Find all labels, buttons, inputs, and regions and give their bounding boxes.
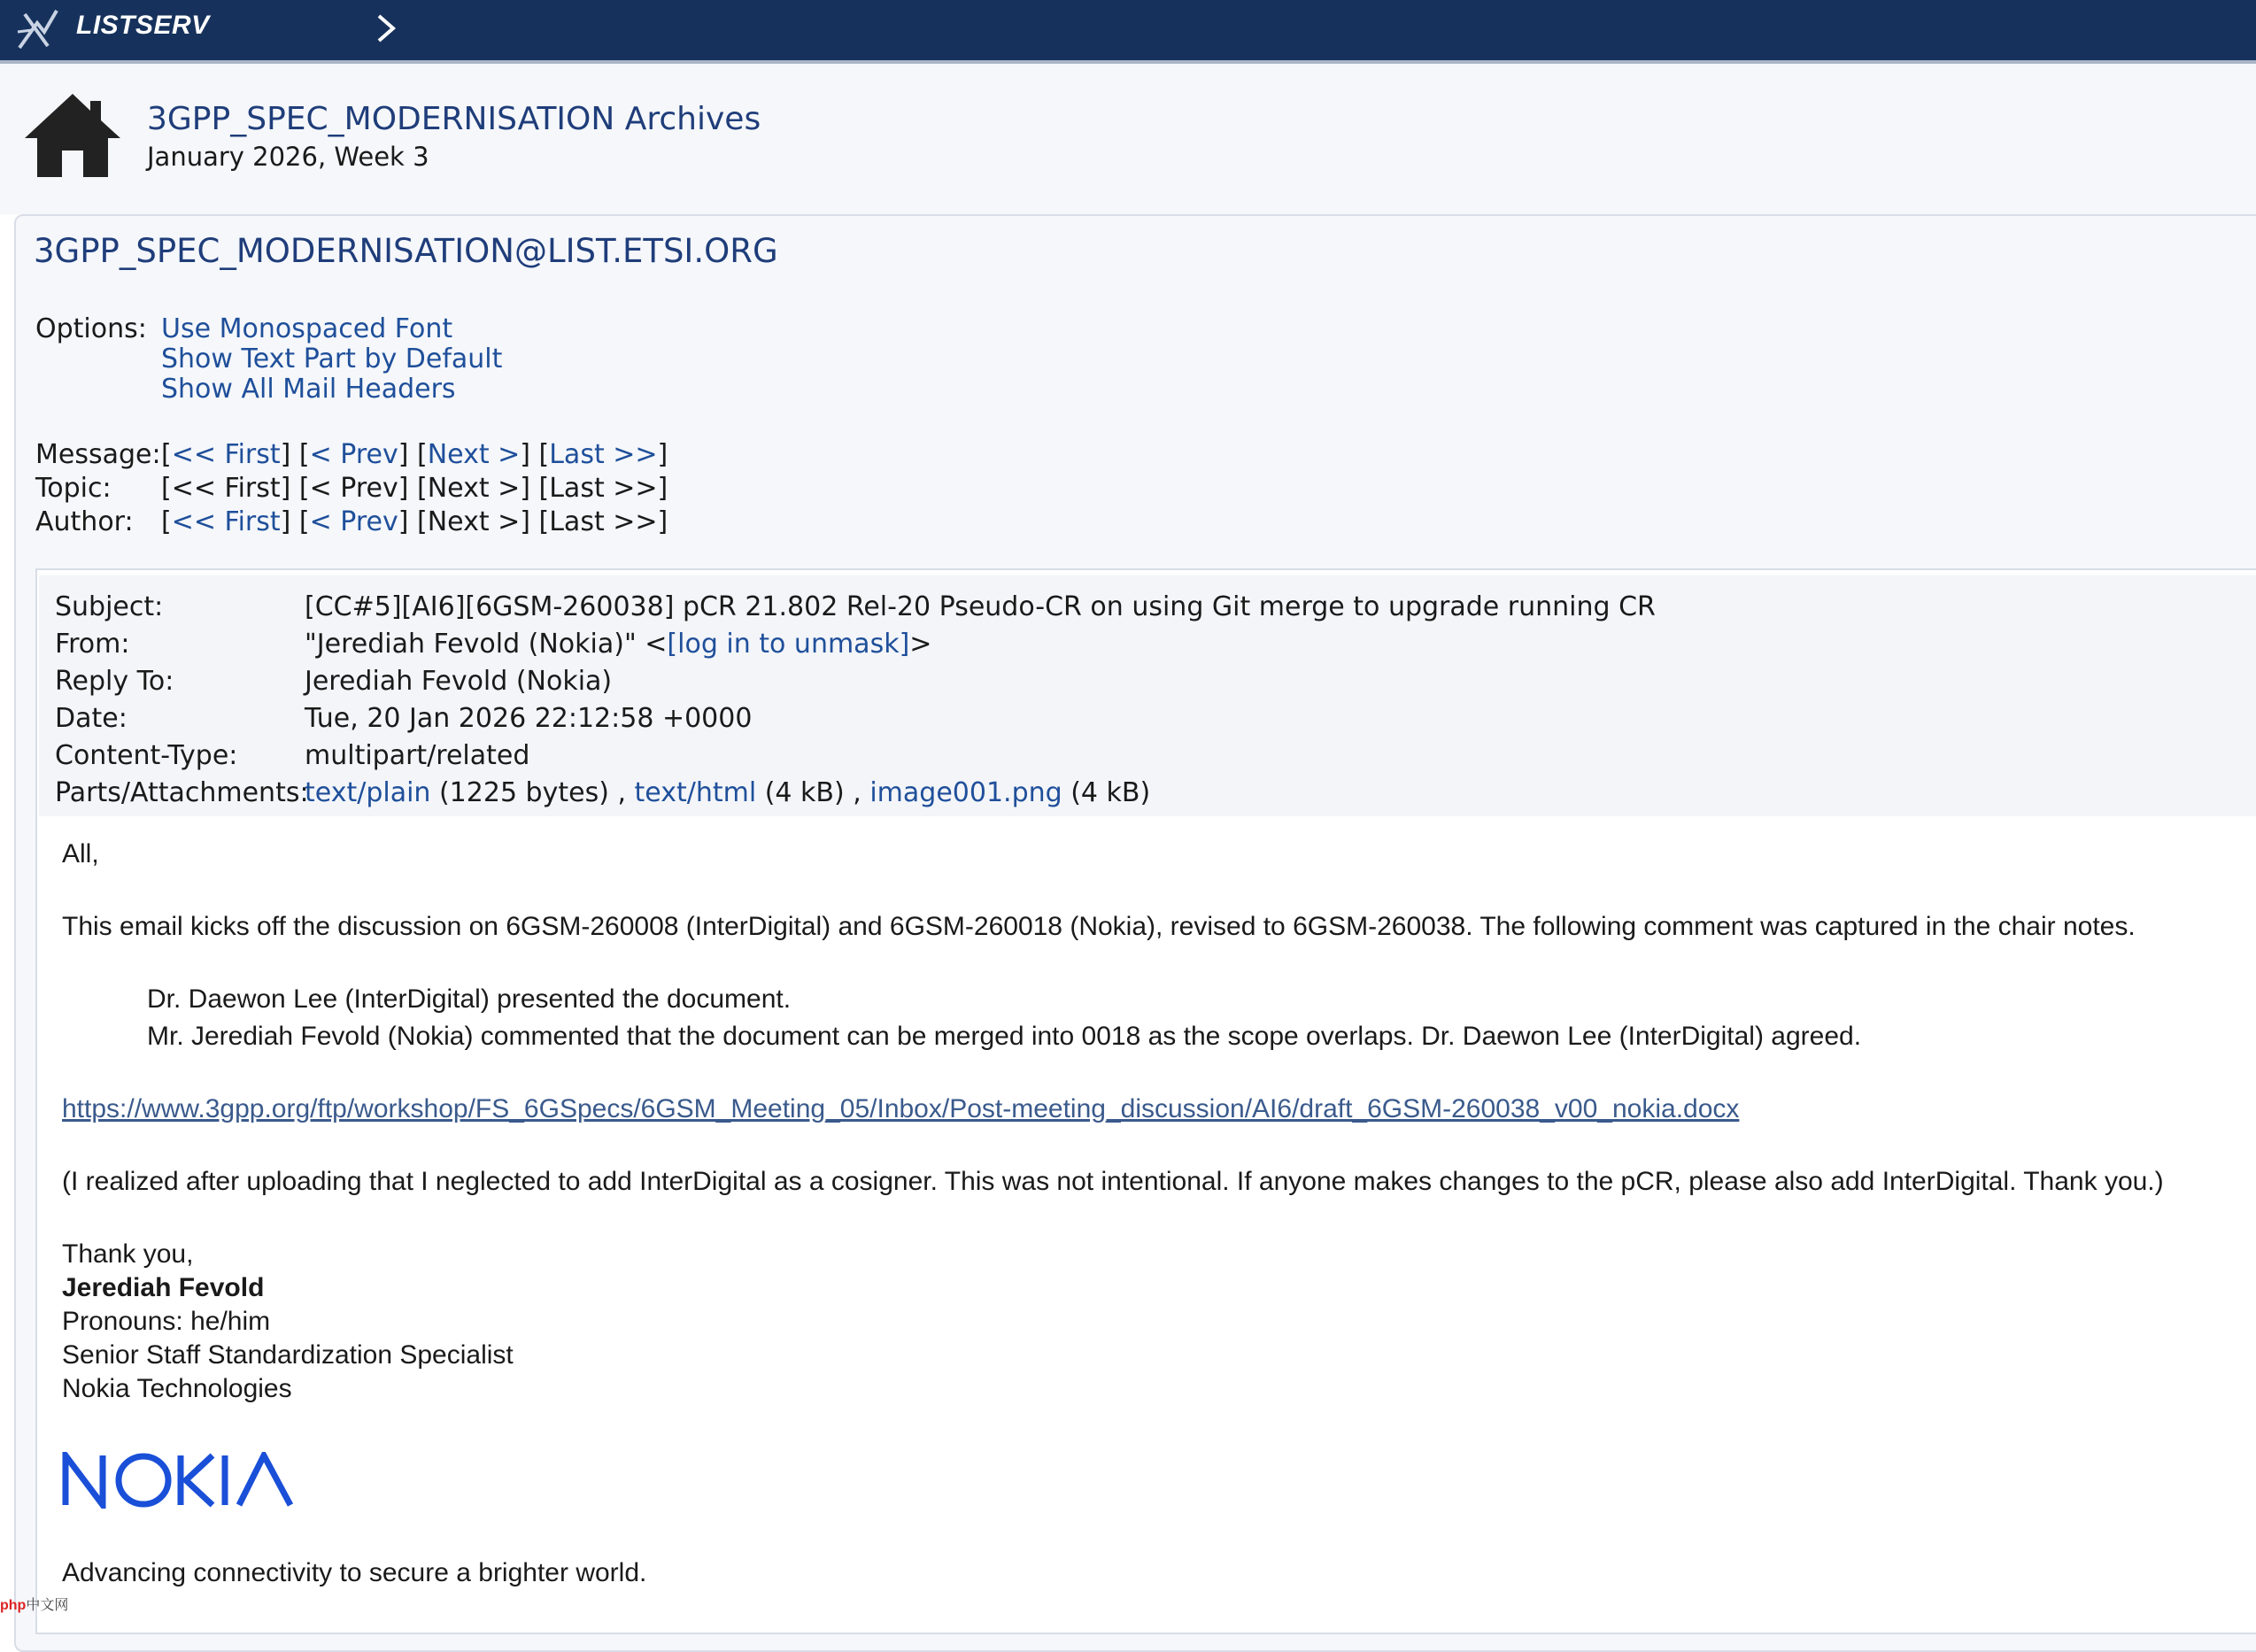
attachment-text-html-size: (4 kB) , <box>756 777 870 808</box>
signature-pronouns: Pronouns: he/him <box>62 1307 271 1336</box>
topic-first: << First <box>171 473 281 504</box>
reply-to-label: Reply To: <box>55 666 174 697</box>
option-monospaced-font[interactable]: Use Monospaced Font <box>161 313 453 344</box>
attachment-image-link[interactable]: image001.png <box>869 777 1062 808</box>
topic-nav-label: Topic: <box>35 473 112 504</box>
unmask-link[interactable]: [log in to unmask] <box>667 629 910 660</box>
attachment-text-plain-size: (1225 bytes) , <box>430 777 635 808</box>
top-navigation-bar <box>0 0 2256 64</box>
message-last-link[interactable]: Last >> <box>549 439 658 470</box>
author-first-link[interactable]: << First <box>171 506 281 537</box>
watermark-badge <box>0 1594 80 1615</box>
author-nav-label: Author: <box>35 506 134 537</box>
signature-tagline: Advancing connectivity to secure a brighter world. <box>62 1558 647 1587</box>
archive-period: January 2026, Week 3 <box>147 142 429 172</box>
body-greeting: All, <box>62 839 99 868</box>
listserv-logo-text[interactable]: LISTSERV <box>76 11 210 40</box>
from-label: From: <box>55 629 130 660</box>
attachment-text-plain-link[interactable]: text/plain <box>305 777 431 808</box>
message-next-link[interactable]: Next > <box>427 439 521 470</box>
topic-prev: < Prev <box>309 473 398 504</box>
attachments-list <box>305 777 1150 808</box>
archive-header <box>0 64 2256 214</box>
date-value: Tue, 20 Jan 2026 22:12:58 +0000 <box>305 703 753 734</box>
date-label: Date: <box>55 703 127 734</box>
options-label: Options: <box>35 313 147 344</box>
body-closing: Thank you, <box>62 1239 194 1269</box>
chevron-right-icon[interactable] <box>372 12 400 44</box>
author-last: Last >> <box>549 506 658 537</box>
watermark-brand: php <box>0 1598 27 1613</box>
content-type-label: Content-Type: <box>55 740 238 771</box>
author-prev-link[interactable]: < Prev <box>309 506 398 537</box>
from-value <box>305 629 931 660</box>
subject-label: Subject: <box>55 591 164 622</box>
body-remark: (I realized after uploading that I neglected to add InterDigital as a cosigner. This was not intentional. If anyone makes changes to the pCR, please also add InterDigital. Thank you.) <box>62 1167 2164 1196</box>
message-nav-label: Message: <box>35 439 161 470</box>
attachment-image-size: (4 kB) <box>1062 777 1151 808</box>
from-name: "Jerediah Fevold (Nokia)" < <box>305 629 668 660</box>
signature-title: Senior Staff Standardization Specialist <box>62 1340 514 1370</box>
attachments-label: Parts/Attachments: <box>55 777 309 808</box>
home-icon[interactable] <box>23 92 122 179</box>
body-intro: This email kicks off the discussion on 6GSM-260008 (InterDigital) and 6GSM-260018 (Nokia), revised to 6GSM-260038. The following comment was captured in the chair notes. <box>62 912 2136 941</box>
subject-value[interactable]: [CC#5][AI6][6GSM-260038] pCR 21.802 Rel-20 Pseudo-CR on using Git merge to upgrade running CR <box>305 591 1656 622</box>
list-address[interactable]: 3GPP_SPEC_MODERNISATION@LIST.ETSI.ORG <box>34 232 778 270</box>
topic-nav: [<< First] [< Prev] [Next >] [Last >>] <box>161 473 668 504</box>
attachment-text-html-link[interactable]: text/html <box>634 777 757 808</box>
option-text-part-default[interactable]: Show Text Part by Default <box>161 344 503 374</box>
chair-note-1: Dr. Daewon Lee (InterDigital) presented the document. <box>147 984 792 1014</box>
listserv-logo-icon[interactable] <box>12 5 64 55</box>
author-next: Next > <box>427 506 521 537</box>
watermark-text: 中文网 <box>26 1598 69 1613</box>
nokia-logo <box>62 1452 296 1509</box>
author-nav: [<< First] [< Prev] [Next >] [Last >>] <box>161 506 668 537</box>
signature-company: Nokia Technologies <box>62 1374 292 1403</box>
archive-title[interactable]: 3GPP_SPEC_MODERNISATION Archives <box>147 101 761 137</box>
topic-last: Last >> <box>549 473 658 504</box>
option-all-mail-headers[interactable]: Show All Mail Headers <box>161 374 456 405</box>
message-first-link[interactable]: << First <box>171 439 281 470</box>
chair-note-2: Mr. Jerediah Fevold (Nokia) commented that the document can be merged into 0018 as the scope overlaps. Dr. Daewon Lee (InterDigital) agreed. <box>147 1022 1862 1051</box>
reply-to-value: Jerediah Fevold (Nokia) <box>305 666 613 697</box>
signature-name: Jerediah Fevold <box>62 1273 265 1302</box>
topic-next: Next > <box>427 473 521 504</box>
document-url-link[interactable]: https://www.3gpp.org/ftp/workshop/FS_6GSpecs/6GSM_Meeting_05/Inbox/Post-meeting_discussion/AI6/draft_6GSM-260038_v00_nokia.docx <box>62 1094 1740 1123</box>
from-tail: > <box>909 629 932 660</box>
message-prev-link[interactable]: < Prev <box>309 439 398 470</box>
content-type-value: multipart/related <box>305 740 530 771</box>
message-nav: [<< First] [< Prev] [Next >] [Last >>] <box>161 439 668 470</box>
